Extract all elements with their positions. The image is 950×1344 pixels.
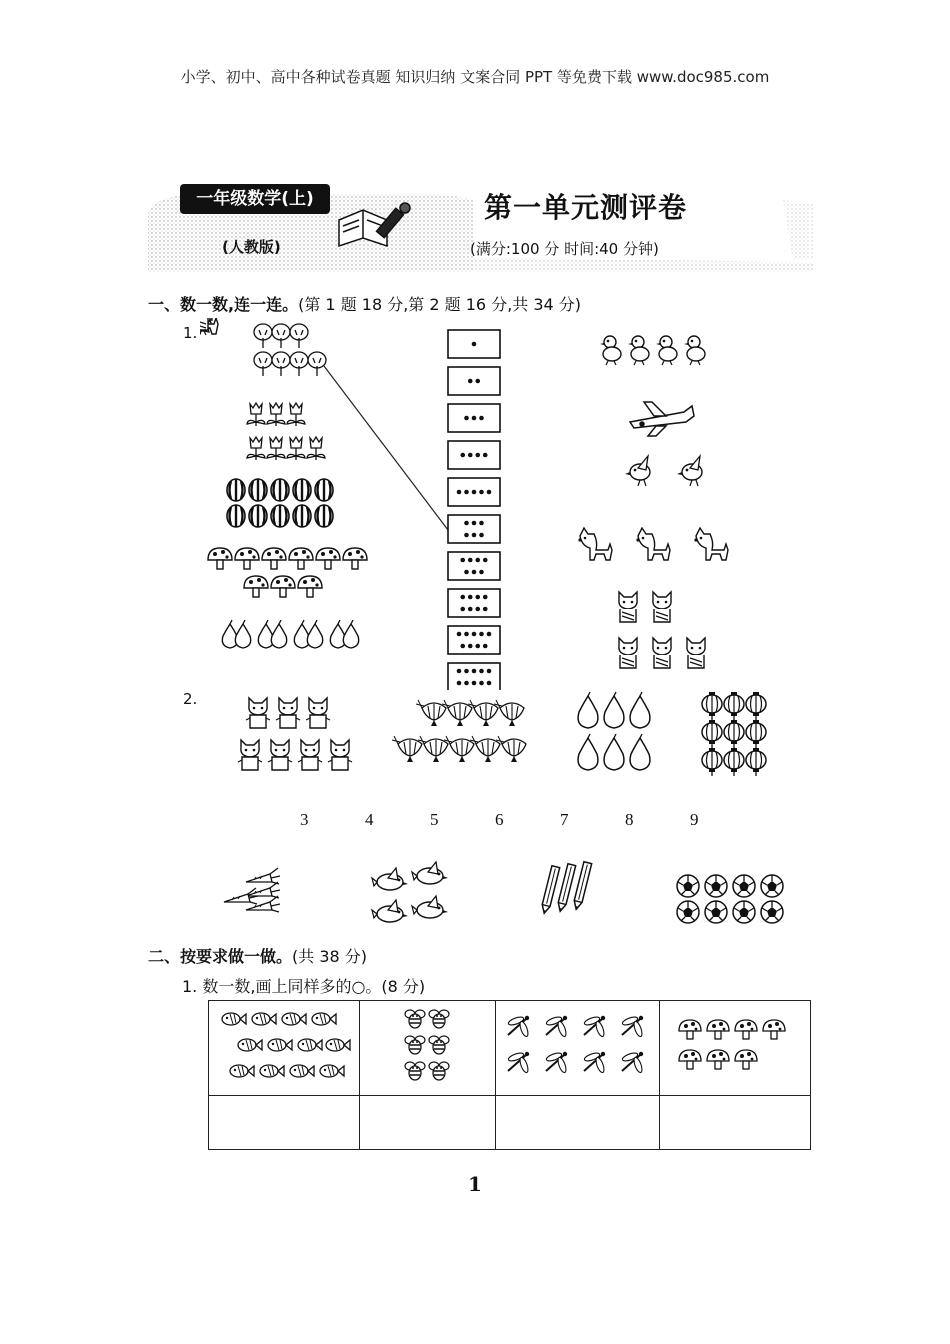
dot xyxy=(460,453,465,458)
bird-group xyxy=(625,456,702,486)
answer-cell-fish[interactable] xyxy=(209,1096,360,1150)
q1-label: 1. xyxy=(183,324,198,342)
dot xyxy=(468,558,473,563)
table-row-answers xyxy=(209,1096,811,1150)
dot xyxy=(472,681,477,686)
number-3[interactable]: 3 xyxy=(300,810,309,829)
section1-heading xyxy=(148,292,581,315)
dot-box-4[interactable] xyxy=(448,441,500,469)
dot xyxy=(479,533,484,538)
dot xyxy=(464,521,469,526)
dot xyxy=(483,607,488,612)
dot xyxy=(487,632,492,637)
cell-bee xyxy=(360,1001,496,1096)
cell-mushroom xyxy=(660,1001,811,1096)
cell-fish xyxy=(209,1001,360,1096)
section2-q1 xyxy=(182,974,425,997)
dot xyxy=(479,669,484,674)
dot xyxy=(475,453,480,458)
dot xyxy=(457,681,462,686)
dot xyxy=(479,416,484,421)
dot xyxy=(483,644,488,649)
q2-matching-area xyxy=(210,686,800,926)
dot xyxy=(468,607,473,612)
cat-icon xyxy=(200,318,209,330)
bee-icon xyxy=(360,1001,495,1091)
pear-group-q2 xyxy=(578,692,650,770)
q2-label: 2. xyxy=(183,690,198,708)
number-4[interactable]: 4 xyxy=(365,810,374,829)
dragonfly-icon xyxy=(496,1001,659,1091)
dot xyxy=(475,379,480,384)
dot xyxy=(479,632,484,637)
section2-title: 二、按要求做一做。 xyxy=(148,947,293,966)
dot xyxy=(464,490,469,495)
dot xyxy=(472,521,477,526)
lantern-group xyxy=(702,692,766,776)
tree-icon xyxy=(254,324,326,376)
chick-group xyxy=(600,336,705,365)
dot xyxy=(464,533,469,538)
dot xyxy=(460,558,465,563)
dot xyxy=(464,632,469,637)
dot-box-9[interactable] xyxy=(448,626,500,654)
cat-group-q2 xyxy=(238,698,352,770)
dot xyxy=(457,490,462,495)
dot xyxy=(468,644,473,649)
dot xyxy=(475,558,480,563)
section1-title: 一、数一数,连一连。 xyxy=(148,295,299,314)
cell-dragonfly xyxy=(496,1001,660,1096)
dot-box-2[interactable] xyxy=(448,367,500,395)
dot xyxy=(460,595,465,600)
dot xyxy=(472,416,477,421)
dot xyxy=(472,533,477,538)
dot xyxy=(483,595,488,600)
section2-q1-text: 数一数,画上同样多的○。(8 分) xyxy=(202,977,426,996)
dot xyxy=(487,669,492,674)
section2-points: (共 38 分) xyxy=(292,947,368,966)
dot xyxy=(475,644,480,649)
dot xyxy=(479,681,484,686)
dot xyxy=(464,570,469,575)
dot-box-7[interactable] xyxy=(448,552,500,580)
dot xyxy=(468,595,473,600)
dot xyxy=(468,453,473,458)
answer-cell-mushroom[interactable] xyxy=(660,1096,811,1150)
answer-cell-dragonfly[interactable] xyxy=(496,1096,660,1150)
page-title: 第一单元测评卷 xyxy=(484,191,688,224)
answer-cell-bee[interactable] xyxy=(360,1096,496,1150)
number-9[interactable]: 9 xyxy=(690,810,699,829)
dot xyxy=(479,490,484,495)
number-7[interactable]: 7 xyxy=(560,810,569,829)
dot xyxy=(460,607,465,612)
connect-line xyxy=(324,366,448,530)
dot xyxy=(457,632,462,637)
dot xyxy=(468,379,473,384)
airplane-icon xyxy=(630,402,694,436)
dot xyxy=(487,681,492,686)
dot xyxy=(479,521,484,526)
watermark-text: 小学、初中、高中各种试卷真题 知识归纳 文案合同 PPT 等免费下载 www.doc985.com xyxy=(180,68,770,86)
dot xyxy=(483,453,488,458)
dot-box-6[interactable] xyxy=(448,515,500,543)
dot xyxy=(464,681,469,686)
edition-label: (人教版) xyxy=(222,238,281,256)
section1-points: (第 1 题 18 分,第 2 题 16 分,共 34 分) xyxy=(298,295,582,314)
fish-icon xyxy=(209,1001,359,1091)
grade-label: 一年级数学(上) xyxy=(180,184,330,214)
pear-group xyxy=(222,620,358,648)
number-6[interactable]: 6 xyxy=(495,810,504,829)
cat-group xyxy=(619,592,705,668)
dot xyxy=(472,570,477,575)
dog-group xyxy=(578,528,728,560)
number-5[interactable]: 5 xyxy=(430,810,439,829)
ball-group xyxy=(677,875,783,923)
dot-box-8[interactable] xyxy=(448,589,500,617)
dot xyxy=(457,669,462,674)
dot xyxy=(475,607,480,612)
mushroom-icon-2 xyxy=(660,1001,810,1091)
dot xyxy=(483,558,488,563)
dot xyxy=(479,570,484,575)
shrimp-group xyxy=(392,700,526,762)
bird-group-q2 xyxy=(372,862,448,922)
dot xyxy=(472,632,477,637)
number-row xyxy=(300,810,720,834)
dot xyxy=(475,595,480,600)
watermelon-group xyxy=(227,479,333,527)
dot xyxy=(487,490,492,495)
dot-box-column xyxy=(448,330,500,690)
score-time: (满分:100 分 时间:40 分钟) xyxy=(470,240,659,258)
pencil-group xyxy=(540,862,591,915)
dot xyxy=(472,342,477,347)
number-8[interactable]: 8 xyxy=(625,810,634,829)
table-row-pictures xyxy=(209,1001,811,1096)
q1-matching-area xyxy=(200,318,760,690)
section2-heading xyxy=(148,944,367,967)
section2-q1-label: 1. xyxy=(182,977,198,996)
dot xyxy=(464,416,469,421)
tulip-group xyxy=(247,403,325,460)
carrot-group xyxy=(224,868,280,912)
page-number: 1 xyxy=(468,1172,482,1196)
dot xyxy=(464,669,469,674)
dot xyxy=(460,644,465,649)
dot xyxy=(472,490,477,495)
dot xyxy=(472,669,477,674)
mushroom-group xyxy=(208,548,367,597)
count-draw-table xyxy=(208,1000,811,1150)
